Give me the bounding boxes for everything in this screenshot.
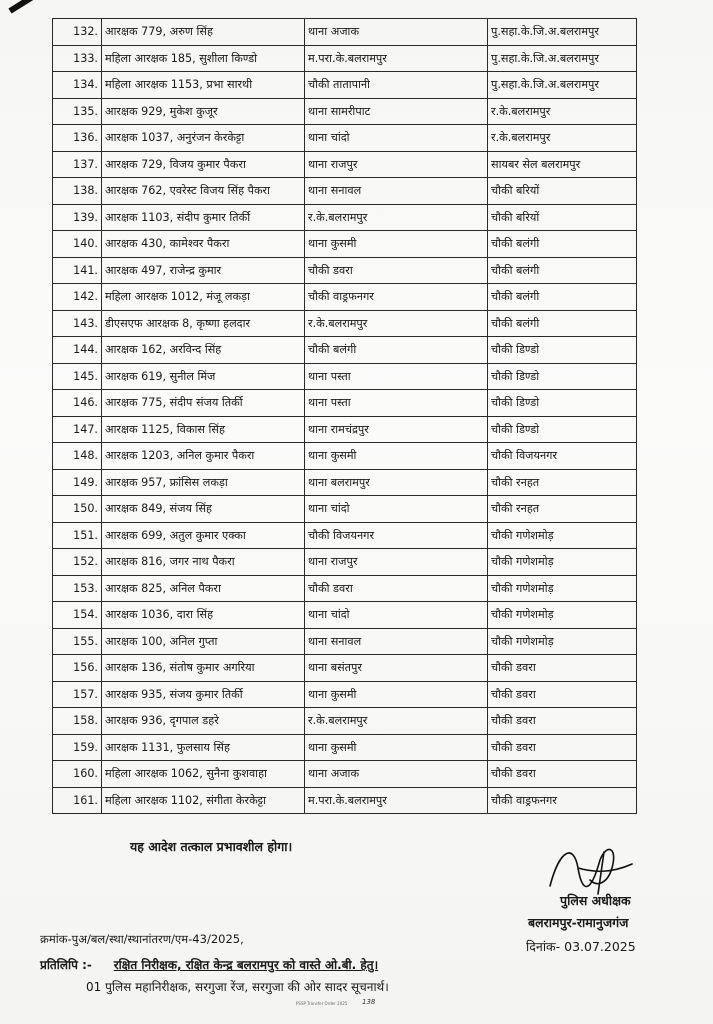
row-number: 143. <box>53 310 102 337</box>
table-row <box>53 416 637 443</box>
employee-name: आरक्षक 619, सुनील मिंज <box>102 363 305 390</box>
employee-name: आरक्षक 1131, फुलसाय सिंह <box>102 734 305 761</box>
row-number: 138. <box>53 178 102 205</box>
signature-place: बलरामपुर-रामानुजगंज <box>528 915 629 930</box>
from-post: थाना सनावल <box>305 178 488 205</box>
row-number: 159. <box>53 734 102 761</box>
row-number: 137. <box>53 151 102 178</box>
to-post: चौकी बलंगी <box>488 257 637 284</box>
table-row <box>53 469 637 496</box>
employee-name: आरक्षक 849, संजय सिंह <box>102 496 305 523</box>
table-row <box>53 363 637 390</box>
from-post: थाना कुसमी <box>305 231 488 258</box>
employee-name: आरक्षक 699, अतुल कुमार एक्का <box>102 522 305 549</box>
from-post: थाना सनावल <box>305 628 488 655</box>
employee-name: आरक्षक 762, एवरेस्ट विजय सिंह पैकरा <box>102 178 305 205</box>
from-post: थाना चांदो <box>305 125 488 152</box>
employee-name: महिला आरक्षक 1012, मंजू लकड़ा <box>102 284 305 311</box>
from-post: चौकी विजयनगर <box>305 522 488 549</box>
table-row <box>53 655 637 682</box>
to-post: र.के.बलरामपुर <box>488 98 637 125</box>
to-post: चौकी डवरा <box>488 734 637 761</box>
signature-title: पुलिस अधीक्षक <box>560 893 631 908</box>
employee-name: आरक्षक 497, राजेन्द्र कुमार <box>102 257 305 284</box>
copy-label: प्रतिलिपि :- <box>40 958 92 972</box>
to-post: चौकी बलंगी <box>488 231 637 258</box>
from-post: चौकी डवरा <box>305 575 488 602</box>
to-post: चौकी गणेशमोड़ <box>488 575 637 602</box>
table-row <box>53 443 637 470</box>
table-row <box>53 151 637 178</box>
to-post: चौकी डवरा <box>488 655 637 682</box>
to-post: चौकी वाड्रफनगर <box>488 787 637 814</box>
row-number: 142. <box>53 284 102 311</box>
employee-name: आरक्षक 1103, संदीप कुमार तिर्की <box>102 204 305 231</box>
reference-number: क्रमांक-पुअ/बल/स्था/स्थानांतरण/एम-43/2025, <box>40 932 244 946</box>
table-row <box>53 787 637 814</box>
employee-name: महिला आरक्षक 1153, प्रभा सारथी <box>102 72 305 99</box>
row-number: 156. <box>53 655 102 682</box>
to-post: पु.सहा.के.जि.अ.बलरामपुर <box>488 19 637 46</box>
table-row <box>53 522 637 549</box>
row-number: 145. <box>53 363 102 390</box>
from-post: थाना सामरीपाट <box>305 98 488 125</box>
table-row <box>53 549 637 576</box>
transfer-table-body <box>53 19 637 814</box>
employee-name: आरक्षक 136, संतोष कुमार अगरिया <box>102 655 305 682</box>
to-post: चौकी गणेशमोड़ <box>488 628 637 655</box>
table-row <box>53 45 637 72</box>
table-row <box>53 72 637 99</box>
from-post: थाना कुसमी <box>305 681 488 708</box>
table-row <box>53 734 637 761</box>
table-row <box>53 231 637 258</box>
from-post: थाना चांदो <box>305 496 488 523</box>
row-number: 151. <box>53 522 102 549</box>
from-post: म.परा.के.बलरामपुर <box>305 45 488 72</box>
to-post: चौकी डिण्डो <box>488 363 637 390</box>
to-post: र.के.बलरामपुर <box>488 125 637 152</box>
to-post: चौकी बरियों <box>488 178 637 205</box>
employee-name: आरक्षक 779, अरुण सिंह <box>102 19 305 46</box>
table-row <box>53 628 637 655</box>
from-post: थाना राजपुर <box>305 549 488 576</box>
from-post: थाना पस्ता <box>305 363 488 390</box>
table-row <box>53 310 637 337</box>
row-number: 147. <box>53 416 102 443</box>
row-number: 158. <box>53 708 102 735</box>
row-number: 144. <box>53 337 102 364</box>
table-row <box>53 204 637 231</box>
transfer-table <box>52 18 637 814</box>
to-post: चौकी डवरा <box>488 708 637 735</box>
order-effective-note: यह आदेश तत्काल प्रभावशील होगा। <box>130 839 293 854</box>
distribution-line: 01 पुलिस महानिरीक्षक, सरगुजा रेंज, सरगुजा की ओर सादर सूचनार्थ। <box>86 980 389 994</box>
employee-name: डीएसएफ आरक्षक 8, कृष्णा हलदार <box>102 310 305 337</box>
row-number: 133. <box>53 45 102 72</box>
employee-name: महिला आरक्षक 185, सुशीला किण्डो <box>102 45 305 72</box>
table-row <box>53 390 637 417</box>
table-row <box>53 761 637 788</box>
from-post: थाना बसंतपुर <box>305 655 488 682</box>
from-post: चौकी डवरा <box>305 257 488 284</box>
employee-name: आरक्षक 162, अरविन्द सिंह <box>102 337 305 364</box>
employee-name: आरक्षक 775, संदीप संजय तिर्की <box>102 390 305 417</box>
to-post: चौकी गणेशमोड़ <box>488 549 637 576</box>
from-post: थाना कुसमी <box>305 443 488 470</box>
employee-name: आरक्षक 100, अनिल गुप्ता <box>102 628 305 655</box>
from-post: थाना रामचंद्रपुर <box>305 416 488 443</box>
from-post: र.के.बलरामपुर <box>305 310 488 337</box>
from-post: थाना अजाक <box>305 761 488 788</box>
employee-name: आरक्षक 936, दृगपाल डहरे <box>102 708 305 735</box>
table-row <box>53 257 637 284</box>
to-post: चौकी बरियों <box>488 204 637 231</box>
from-post: थाना चांदो <box>305 602 488 629</box>
row-number: 161. <box>53 787 102 814</box>
employee-name: आरक्षक 1036, दारा सिंह <box>102 602 305 629</box>
from-post: चौकी तातापानी <box>305 72 488 99</box>
employee-name: आरक्षक 825, अनिल पैकरा <box>102 575 305 602</box>
employee-name: महिला आरक्षक 1102, संगीता केरकेट्टा <box>102 787 305 814</box>
table-row <box>53 98 637 125</box>
row-number: 152. <box>53 549 102 576</box>
table-row <box>53 496 637 523</box>
to-post: चौकी बलंगी <box>488 284 637 311</box>
row-number: 135. <box>53 98 102 125</box>
to-post: चौकी बलंगी <box>488 310 637 337</box>
row-number: 154. <box>53 602 102 629</box>
to-post: पु.सहा.के.जि.अ.बलरामपुर <box>488 72 637 99</box>
employee-name: आरक्षक 957, फ्रांसिस लकड़ा <box>102 469 305 496</box>
to-post: चौकी विजयनगर <box>488 443 637 470</box>
to-post: चौकी रनहत <box>488 496 637 523</box>
employee-name: आरक्षक 1037, अनुरंजन केरकेट्टा <box>102 125 305 152</box>
employee-name: आरक्षक 1125, विकास सिंह <box>102 416 305 443</box>
to-post: पु.सहा.के.जि.अ.बलरामपुर <box>488 45 637 72</box>
employee-name: आरक्षक 430, कामेश्वर पैकरा <box>102 231 305 258</box>
copy-line <box>40 956 378 973</box>
from-post: म.परा.के.बलरामपुर <box>305 787 488 814</box>
row-number: 149. <box>53 469 102 496</box>
from-post: थाना बलरामपुर <box>305 469 488 496</box>
from-post: र.के.बलरामपुर <box>305 708 488 735</box>
from-post: र.के.बलरामपुर <box>305 204 488 231</box>
employee-name: आरक्षक 729, विजय कुमार पैकरा <box>102 151 305 178</box>
row-number: 150. <box>53 496 102 523</box>
row-number: 140. <box>53 231 102 258</box>
row-number: 139. <box>53 204 102 231</box>
from-post: चौकी वाड्रफनगर <box>305 284 488 311</box>
table-row <box>53 602 637 629</box>
to-post: चौकी डवरा <box>488 681 637 708</box>
to-post: चौकी डिण्डो <box>488 416 637 443</box>
to-post: चौकी गणेशमोड़ <box>488 602 637 629</box>
to-post: चौकी डिण्डो <box>488 390 637 417</box>
from-post: चौकी बलंगी <box>305 337 488 364</box>
row-number: 157. <box>53 681 102 708</box>
employee-name: आरक्षक 816, जगर नाथ पैकरा <box>102 549 305 576</box>
row-number: 134. <box>53 72 102 99</box>
to-post: चौकी डिण्डो <box>488 337 637 364</box>
to-post: चौकी गणेशमोड़ <box>488 522 637 549</box>
row-number: 155. <box>53 628 102 655</box>
employee-name: आरक्षक 929, मुकेश कुजूर <box>102 98 305 125</box>
table-row <box>53 125 637 152</box>
copy-target: रक्षित निरीक्षक, रक्षित केन्द्र बलरामपुर को वास्ते ओ.बी. हेतु। <box>113 958 379 972</box>
signature-scribble-icon <box>540 838 640 898</box>
row-number: 153. <box>53 575 102 602</box>
from-post: थाना पस्ता <box>305 390 488 417</box>
from-post: थाना राजपुर <box>305 151 488 178</box>
table-row <box>53 19 637 46</box>
table-row <box>53 708 637 735</box>
employee-name: आरक्षक 935, संजय कुमार तिर्की <box>102 681 305 708</box>
employee-name: आरक्षक 1203, अनिल कुमार पैकरा <box>102 443 305 470</box>
row-number: 146. <box>53 390 102 417</box>
signature-date: दिनांक- 03.07.2025 <box>526 939 636 954</box>
row-number: 141. <box>53 257 102 284</box>
table-row <box>53 178 637 205</box>
employee-name: महिला आरक्षक 1062, सुनैना कुशवाहा <box>102 761 305 788</box>
footer-caption: PSSP Transfer Order 2025 <box>296 1001 348 1006</box>
scan-corner-mark <box>8 0 55 14</box>
table-row <box>53 337 637 364</box>
from-post: थाना अजाक <box>305 19 488 46</box>
from-post: थाना कुसमी <box>305 734 488 761</box>
to-post: सायबर सेल बलरामपुर <box>488 151 637 178</box>
table-row <box>53 284 637 311</box>
table-row <box>53 575 637 602</box>
row-number: 136. <box>53 125 102 152</box>
row-number: 148. <box>53 443 102 470</box>
footer-page-number: 138 <box>362 998 376 1006</box>
to-post: चौकी रनहत <box>488 469 637 496</box>
to-post: चौकी डवरा <box>488 761 637 788</box>
row-number: 160. <box>53 761 102 788</box>
table-row <box>53 681 637 708</box>
row-number: 132. <box>53 19 102 46</box>
